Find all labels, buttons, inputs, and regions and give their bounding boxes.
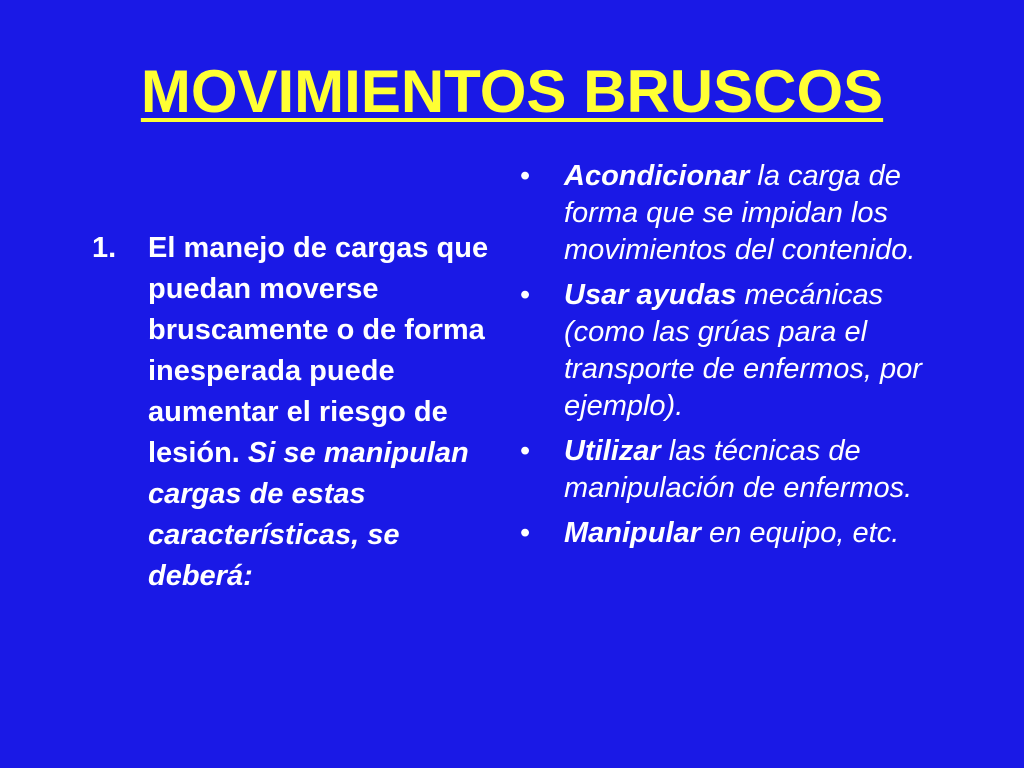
bullet-icon: • <box>520 160 531 192</box>
bullet-icon: • <box>520 279 531 311</box>
bullet-text <box>564 158 954 269</box>
list-number: 1. <box>92 232 117 264</box>
bullet-rest: la carga de forma que se impidan los movimientos del contenido. <box>564 160 916 266</box>
list-item-text <box>148 228 498 597</box>
bullet-text <box>564 277 954 425</box>
bullet-text <box>564 515 954 552</box>
bullet-text <box>564 433 954 507</box>
list-item <box>520 158 960 269</box>
list-item <box>520 515 960 552</box>
bullet-strong: Usar ayudas <box>564 279 737 311</box>
list-item <box>92 228 502 597</box>
bullet-icon: • <box>520 517 531 549</box>
list-item <box>520 433 960 507</box>
slide-title: MOVIMIENTOS BRUSCOS <box>140 58 884 125</box>
bullet-strong: Utilizar <box>564 435 661 467</box>
bullet-icon: • <box>520 435 531 467</box>
bullet-rest: en equipo, etc. <box>700 517 900 549</box>
list-item <box>520 277 960 425</box>
list-item-text-normal: El manejo de cargas que puedan moverse bruscamente o de forma inesperada puede aumentar el riesgo de lesión. <box>148 232 489 469</box>
numbered-list <box>92 228 502 597</box>
bullet-rest: las técnicas de manipulación de enfermos. <box>564 435 913 504</box>
bullet-list <box>520 158 960 560</box>
bullet-rest: mecánicas (como las grúas para el transporte de enfermos, por ejemplo). <box>564 279 922 422</box>
list-item-text-italic: Si se manipulan cargas de estas características, se deberá: <box>148 437 469 592</box>
bullet-strong: Manipular <box>564 517 701 549</box>
bullet-strong: Acondicionar <box>564 160 750 192</box>
